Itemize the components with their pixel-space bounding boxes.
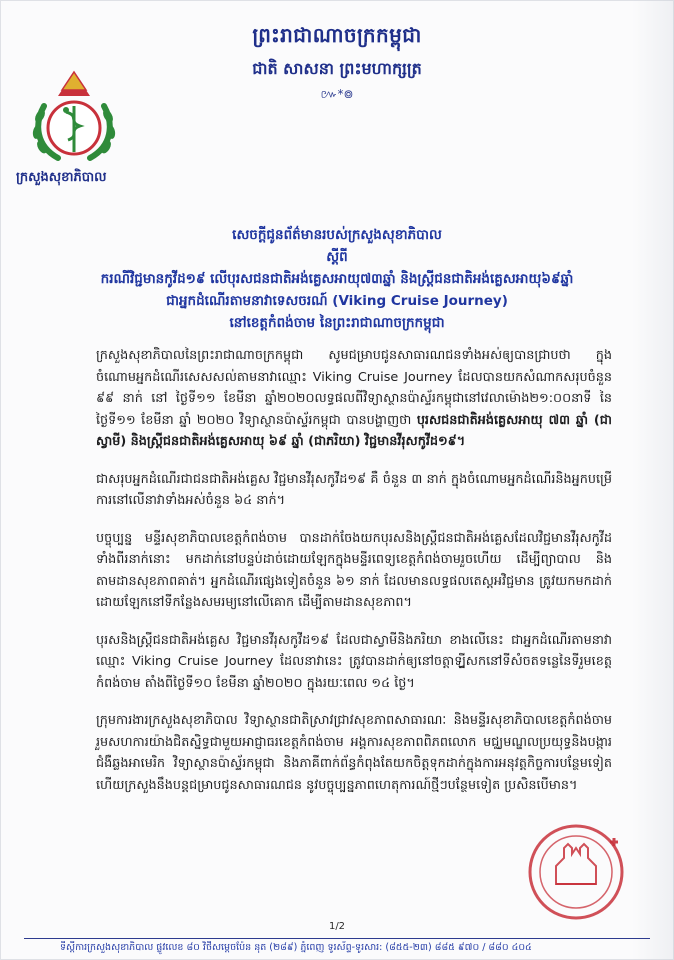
paragraph-1-highlight: បុរសជនជាតិអង់គ្លេសអាយុ ៧៣ ឆ្នាំ (ជាស្វាមី) និងស្ត្រីជនជាតិអង់គ្លេសអាយុ ៦៩ ឆ្នាំ (ជាភរិយា) វិជ្ជមានវីរុសកូវីដ១៩។ xyxy=(96,412,612,449)
title-line: ស្ដីពី xyxy=(326,249,348,265)
header-ornament: ៚*៙ xyxy=(320,87,354,101)
paragraph-3: បច្ចុប្បន្ន មន្ទីរសុខាភិបាលខេត្តកំពង់ចាម បានដាក់ចែងយកបុរសនិងស្ត្រីជនជាតិអង់គ្លេសដែលវិជ្ជមានវីរុសកូវីដទាំងពីរនាក់នោះ មកដាក់នៅបន្ទប់ដាច់ដោយឡែកក្នុងមន្ទីរពេទ្យខេត្តកំពង់ចាមរួចហើយ ដើម្បីព្យាបាល និងតាមដានសុខភាពគាត់។ អ្នកដំណើរផ្សេងទៀតចំនួន ៦១ នាក់ ដែលមានលទ្ធផលតេស្តអវិជ្ជមាន ត្រូវយកមកដាក់ដោយឡែកនៅទីកន្លែងសមរម្យនៅលើគោក ដើម្បីតាមដានសុខភាព។ xyxy=(96,530,612,610)
kingdom-title: ព្រះរាជាណាចក្រកម្ពុជា xyxy=(252,23,422,47)
footer-divider xyxy=(24,938,650,939)
title-line: នៅខេត្តកំពង់ចាម នៃព្រះរាជាណាចក្រកម្ពុជា xyxy=(229,315,445,331)
paragraph-1-line: ២០២០ វិទ្យាស្ថានប៉ាស្ទ័រកម្ពុជា បានបង្ហាញថា xyxy=(196,412,412,428)
document-body xyxy=(96,345,612,812)
official-stamp-icon xyxy=(522,818,630,926)
page-number: 1/2 xyxy=(328,921,346,932)
national-motto: ជាតិ សាសនា ព្រះមហាក្សត្រ xyxy=(252,59,422,78)
ministry-emblem-icon xyxy=(14,62,134,172)
paragraph-1 xyxy=(96,345,612,453)
title-line: ជាអ្នកដំណើរតាមនាវាទេសចរណ៍ (Viking Cruise Journey) xyxy=(166,293,508,309)
title-line: ករណីវិជ្ជមានកូវីដ១៩ លើបុរសជនជាតិអង់គ្លេសអាយុ៧៣ឆ្នាំ និងស្ត្រីជនជាតិអង់គ្លេសអាយុ៦៩ឆ្នាំ xyxy=(100,271,574,287)
paragraph-1-line: ចំណោមអ្នកដំណើរសេសសល់តាមនាវាឈ្មោះ Viking Cruise Journey ដែលបានយកសំណាកសរុបចំនួន ៩៩ នាក់ នៅ xyxy=(96,369,612,406)
paragraph-1-line: ក្រសួងសុខាភិបាលនៃព្រះរាជាណាចក្រកម្ពុជា សូមជម្រាបជូនសាធារណជនទាំងអស់ឲ្យបានជ្រាបថា ក្នុង xyxy=(96,348,612,363)
title-line: សេចក្ដីជូនព័ត៌មានរបស់ក្រសួងសុខាភិបាល xyxy=(232,227,442,243)
paragraph-1-line: ថ្ងៃទី១១ ខែមីនា ឆ្នាំ២០២០លទ្ធផលពីវិទ្យាស្ថានប៉ាស្ទ័រកម្ពុជានៅវេលាម៉ោង២១:០០នាទី នៃថ្ងៃទី១១ ខែមីនា ឆ្នាំ xyxy=(96,391,613,428)
paper-edge-shade xyxy=(632,0,674,960)
footer-address: ទីស្ដីការក្រសួងសុខាភិបាល ផ្លូវលេខ ៨០ វិថីសម្ដេចប៉ែន នុត (២៨៩) ភ្នំពេញ ទូរស័ព្ទ-ទូរសារ: (៨៥៥-២៣) ៨៨៥ ៩៧០ / ៨៨០ ៤០៤ xyxy=(60,942,532,953)
ministry-name: ក្រសួងសុខាភិបាល xyxy=(16,170,107,185)
paragraph-5: ក្រុមការងារក្រសួងសុខាភិបាល វិទ្យាស្ថានជាតិស្រាវជ្រាវសុខភាពសាធារណៈ និងមន្ទីរសុខាភិបាលខេត្តកំពង់ចាម រួមសហការយ៉ាងជិតស្និទ្ធជាមួយអាជ្ញាធរខេត្តកំពង់ចាម អង្គការសុខភាពពិភពលោក មជ្ឈមណ្ឌលប្រយុទ្ធនិងបង្ការជំងឺឆ្លងអាមេរិក វិទ្យាស្ថានប៉ាស្ទ័រកម្ពុជា និងភាគីពាក់ព័ន្ធកំពុងតែយកចិត្តទុកដាក់ក្នុងការអនុវត្តកិច្ចការបន្ថែមទៀត ហើយក្រសួងនឹងបន្តជម្រាបជូនសាធារណជន នូវបច្ចុប្បន្នភាពហេតុការណ៍ថ្មីៗបន្ថែមទៀត ប្រសិនបើមាន។ xyxy=(96,713,612,793)
press-release-title xyxy=(54,224,620,334)
paragraph-2: ជាសរុបអ្នកដំណើរជាជនជាតិអង់គ្លេស វិជ្ជមានវីរុសកូវីដ១៩ គឺ ចំនួន ៣ នាក់ ក្នុងចំណោមអ្នកដំណើរនិងអ្នកបម្រើការនៅលើនាវាទាំងអស់ចំនួន ៦៤ នាក់។ xyxy=(96,471,612,508)
paragraph-4: បុរសនិងស្ត្រីជនជាតិអង់គ្លេស វិជ្ជមានវីរុសកូវីដ១៩ ដែលជាស្វាមីនិងភរិយា ខាងលើនេះ ជាអ្នកដំណើរតាមនាវាឈ្មោះ Viking Cruise Journey ដែលនាវានេះ ត្រូវបានដាក់ឲ្យនៅចត្តាឡ្វីសកនៅទីសំចតទន្លេនៃទីរួមខេត្តកំពង់ចាម តាំងពីថ្ងៃទី១០ ខែមីនា ឆ្នាំ២០២០ ក្នុងរយៈពេល ១៤ ថ្ងៃ។ xyxy=(96,632,612,691)
